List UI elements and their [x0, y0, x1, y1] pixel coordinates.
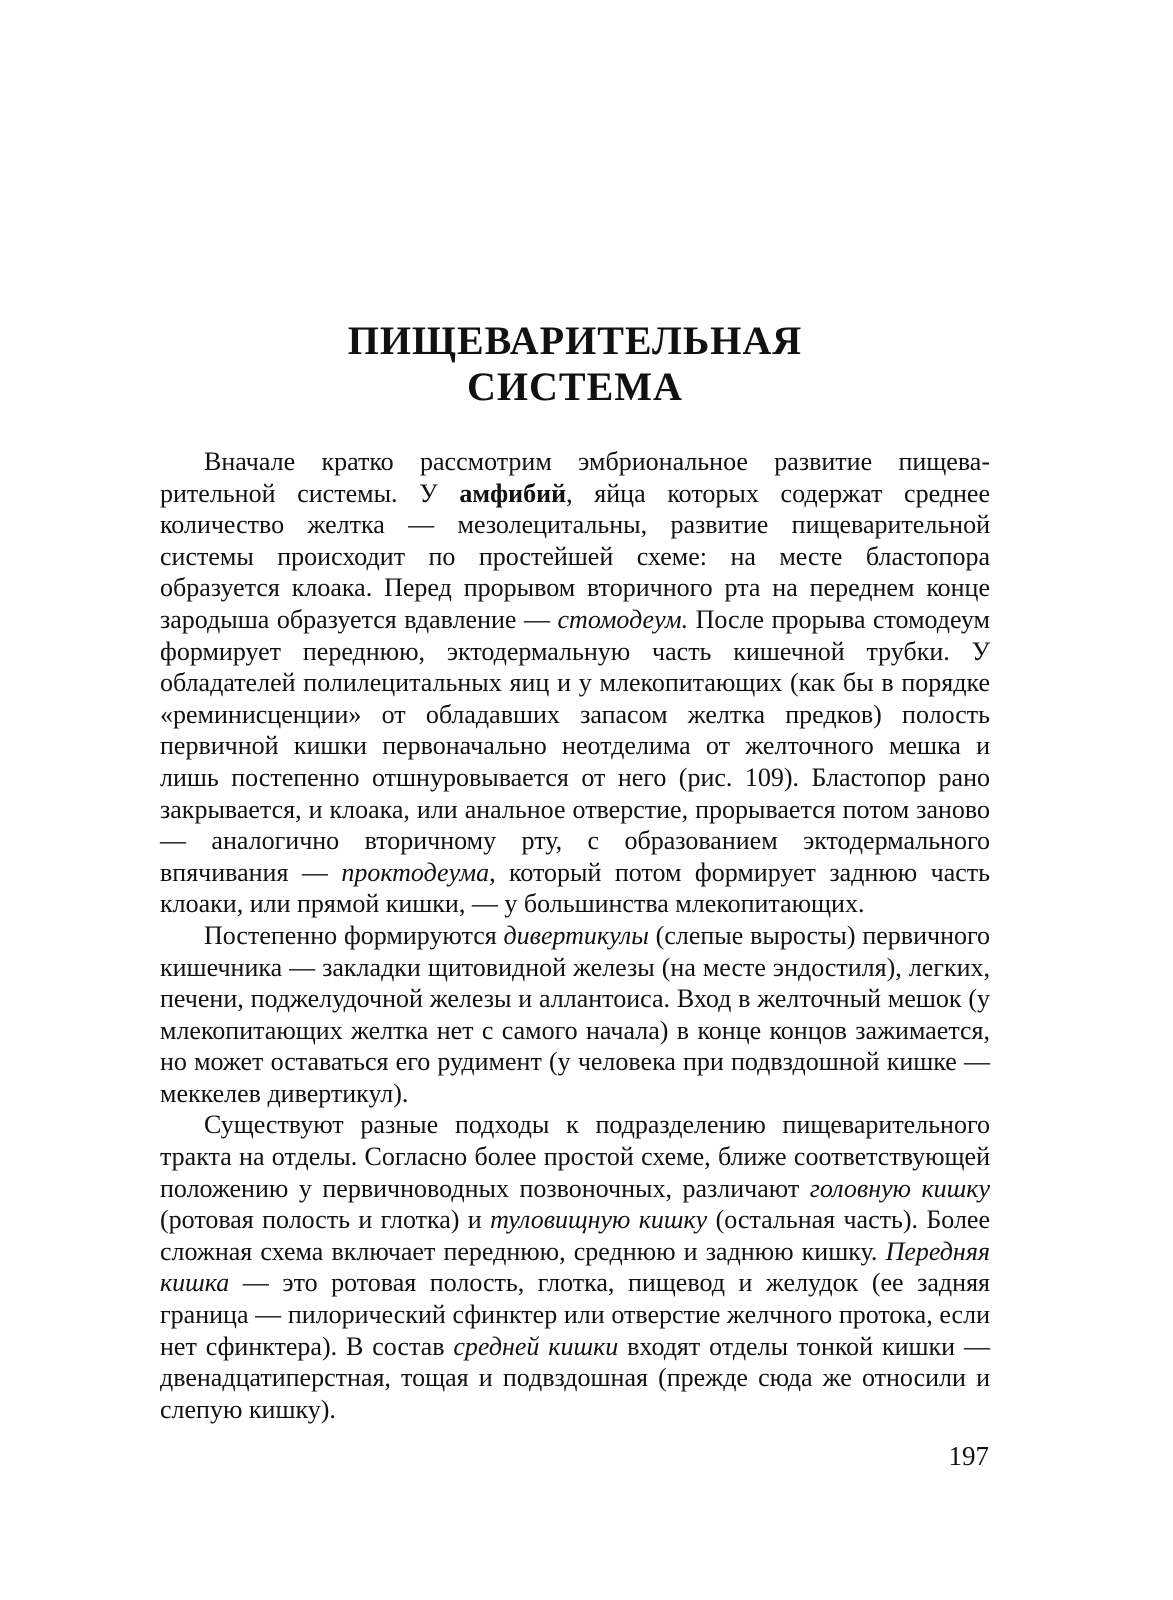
paragraph-2 [160, 920, 990, 1110]
italic-term: проктодеума [341, 857, 490, 887]
body-text [160, 446, 990, 1425]
italic-term: головную кишку [809, 1173, 991, 1203]
text-run: После прорыва стомодеум формирует переднюю, эктодермальную часть кишечной трубки. У обладателей полилецитальных яиц и у млекопитающих (как бы в порядке «реминисценции» от обладавших запасом желтка предков) полость первичной кишки первоначально неотделима от желточного мешка и лишь постепенно отшнуровывается от него (рис. 109). Бластопор рано закрывается, и клоака, или анальное отверстие, прорывается потом заново — аналогично вторичному рту, с образованием эктодермального впячивания — [160, 604, 991, 887]
text-run: (ротовая полость и глотка) и [160, 1205, 491, 1235]
italic-term: средней кишки [453, 1331, 619, 1361]
text-run: , который потом формирует заднюю часть клоаки, или прямой кишки, — у большинства млекопитающих. [160, 857, 990, 919]
text-run: — это ротовая полость, глотка, пищевод и желудок (ее задняя граница — пилорический сфинктер или отверстие желчного протока, если нет сфинктера). В состав [160, 1268, 990, 1361]
text-run: (остальная часть). Более сложная схема включает переднюю, среднюю и заднюю кишку. [160, 1205, 990, 1266]
italic-term: туловищную кишку [490, 1205, 708, 1235]
paragraph-1 [160, 446, 990, 920]
bold-term: амфибий [459, 478, 567, 508]
page-number: 197 [948, 1441, 989, 1471]
text-run: Вначале кратко рассмотрим эмбриональное развитие пищеварительной системы. У [160, 447, 990, 508]
chapter-title-line-1: ПИЩЕВАРИТЕЛЬНАЯ [347, 318, 803, 363]
text-run: входят отделы тонкой кишки — двенадцатиперстная, тощая и подвздошная (прежде сюда же относили и слепую кишку). [160, 1331, 990, 1424]
italic-term: стомодеум. [557, 604, 689, 634]
text-run: Существуют разные подходы к подразделению пищеварительного тракта на отделы. Согласно более простой схеме, ближе соответствующей положению у первичноводных позвоночных, различают [160, 1110, 990, 1203]
paragraph-3 [160, 1109, 990, 1425]
italic-term: Передняя кишка [160, 1236, 990, 1298]
text-run: , яйца которых содержат среднее количество желтка — мезолецитальны, развитие пищеварительной системы происходит по простейшей схеме: на месте бластопора образуется клоака. Перед прорывом вторичного рта на переднем конце зародыша образуется вдавление — [160, 478, 991, 634]
italic-term: дивертикулы [503, 920, 649, 950]
text-run: (слепые выросты) первичного кишечника — закладки щитовидной железы (на месте эндостиля), легких, печени, поджелудочной железы и аллантоиса. Вход в желточный мешок (у млекопитающих желтка нет с самого начала) в конце концов зажимается, но может оставаться его рудимент (у человека при подвздошной кишке — меккелев дивертикул). [160, 920, 990, 1108]
text-run: Постепенно формируются [204, 920, 504, 950]
chapter-title [160, 318, 990, 410]
chapter-title-line-2: СИСТЕМА [467, 364, 683, 409]
